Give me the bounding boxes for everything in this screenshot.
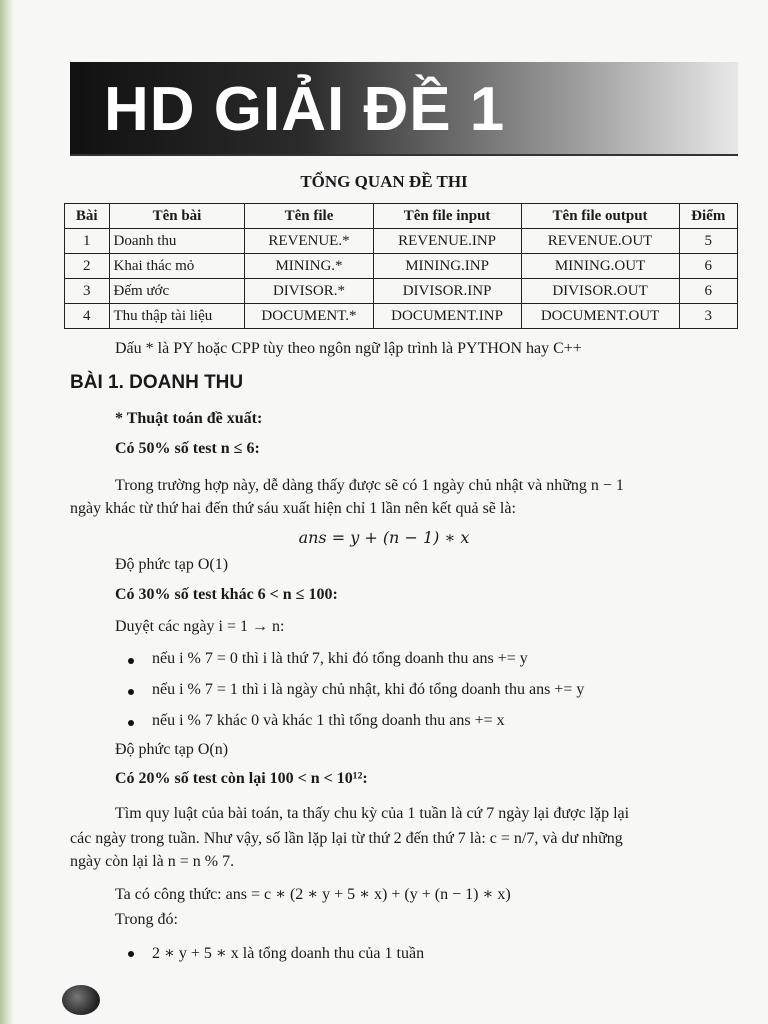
bullet-dot — [128, 689, 134, 695]
case1-complexity: Độ phức tạp O(1) — [115, 556, 229, 573]
banner-rule — [70, 154, 738, 156]
table-header-row — [65, 204, 738, 229]
table-cell: DIVISOR.* — [245, 279, 373, 304]
table-cell: Doanh thu — [109, 229, 245, 254]
case2-loop: Duyệt các ngày i = 1 → n: — [115, 618, 285, 635]
case2-bullet2: nếu i % 7 = 1 thì i là ngày chủ nhật, khi đó tổng doanh thu ans += y — [152, 681, 585, 698]
case3-title: Có 20% số test còn lại 100 < n < 10¹²: — [115, 770, 368, 787]
table-cell: MINING.INP — [373, 254, 521, 279]
table-cell: 1 — [65, 229, 110, 254]
table-cell: REVENUE.INP — [373, 229, 521, 254]
section-heading: BÀI 1. DOANH THU — [70, 372, 244, 393]
case2-complexity: Độ phức tạp O(n) — [115, 741, 229, 758]
table-cell: Khai thác mỏ — [109, 254, 245, 279]
algorithm-title: * Thuật toán đề xuất: — [115, 410, 263, 427]
table-cell: 6 — [679, 254, 737, 279]
overview-title: TỔNG QUAN ĐỀ THI — [300, 172, 468, 191]
table-header: Bài — [65, 204, 110, 229]
table-header: Tên file — [245, 204, 373, 229]
case3-bullet1: 2 ∗ y + 5 ∗ x là tổng doanh thu của 1 tuần — [152, 945, 425, 962]
case1-paragraph-line1: Trong trường hợp này, dễ dàng thấy được sẽ có 1 ngày chủ nhật và những n − 1 — [115, 477, 624, 494]
table-row — [65, 254, 738, 279]
case3-formula: Ta có công thức: ans = c ∗ (2 ∗ y + 5 ∗ x) + (y + (n − 1) ∗ x) — [115, 886, 511, 903]
table-header: Tên file input — [373, 204, 521, 229]
table-cell: 3 — [679, 304, 737, 329]
case1-title: Có 50% số test n ≤ 6: — [115, 440, 260, 457]
table-cell: DIVISOR.INP — [373, 279, 521, 304]
case3-paragraph-line2: các ngày trong tuần. Như vậy, số lần lặp lại từ thứ 2 đến thứ 7 là: c = n/7, và dư những — [70, 830, 623, 847]
table-row — [65, 304, 738, 329]
case2-bullet3: nếu i % 7 khác 0 và khác 1 thì tổng doanh thu ans += x — [152, 712, 505, 729]
case1-formula: ans = y + (n − 1) ∗ x — [298, 528, 470, 547]
case1-paragraph-line2: ngày khác từ thứ hai đến thứ sáu xuất hiện chỉ 1 lần nên kết quả sẽ là: — [70, 500, 516, 517]
table-cell: 2 — [65, 254, 110, 279]
table-cell: REVENUE.OUT — [521, 229, 679, 254]
table-cell: DOCUMENT.INP — [373, 304, 521, 329]
case3-paragraph-line1: Tìm quy luật của bài toán, ta thấy chu kỳ của 1 tuần là cứ 7 ngày lại được lặp lại — [115, 805, 630, 822]
table-cell: 3 — [65, 279, 110, 304]
table-cell: Đếm ước — [109, 279, 245, 304]
table-cell: DIVISOR.OUT — [521, 279, 679, 304]
bullet-dot — [128, 658, 134, 664]
table-note: Dấu * là PY hoặc CPP tùy theo ngôn ngữ lập trình là PYTHON hay C++ — [115, 340, 582, 357]
page-number-marker — [62, 985, 100, 1015]
table-cell: DOCUMENT.OUT — [521, 304, 679, 329]
case3-paragraph-line3: ngày còn lại là n = n % 7. — [70, 853, 235, 870]
banner-title: HD GIẢI ĐỀ 1 — [104, 75, 506, 144]
case2-bullet1: nếu i % 7 = 0 thì i là thứ 7, khi đó tổng doanh thu ans += y — [152, 650, 528, 667]
table-cell: MINING.OUT — [521, 254, 679, 279]
table-cell: REVENUE.* — [245, 229, 373, 254]
table-cell: Thu thập tài liệu — [109, 304, 245, 329]
table-cell: 5 — [679, 229, 737, 254]
case2-title: Có 30% số test khác 6 < n ≤ 100: — [115, 586, 338, 603]
table-cell: DOCUMENT.* — [245, 304, 373, 329]
table-cell: MINING.* — [245, 254, 373, 279]
page-edge-decoration — [0, 0, 14, 1024]
overview-table — [64, 203, 738, 329]
table-cell: 6 — [679, 279, 737, 304]
bullet-dot — [128, 720, 134, 726]
table-row — [65, 229, 738, 254]
table-row — [65, 279, 738, 304]
case3-where: Trong đó: — [115, 911, 178, 928]
table-header: Tên file output — [521, 204, 679, 229]
table-header: Điểm — [679, 204, 737, 229]
table-cell: 4 — [65, 304, 110, 329]
bullet-dot — [128, 951, 134, 957]
table-header: Tên bài — [109, 204, 245, 229]
